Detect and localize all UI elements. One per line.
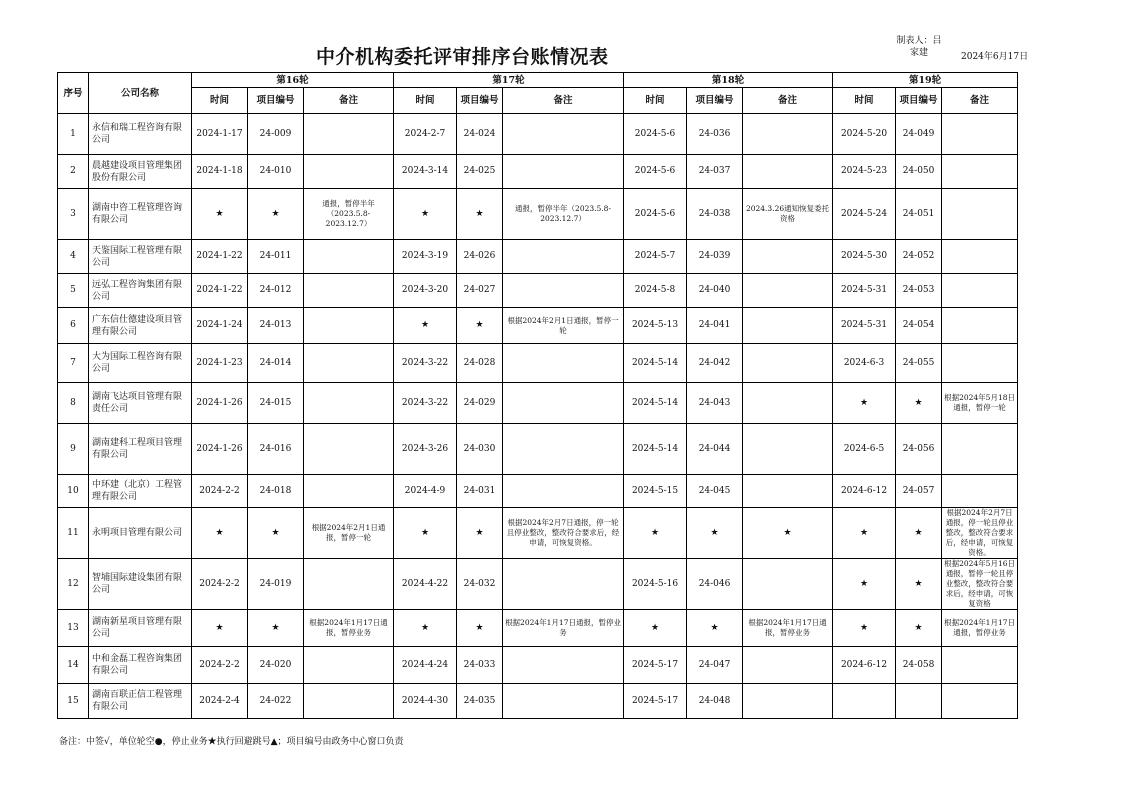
row-remark xyxy=(743,308,833,344)
row-remark: 2024.3.26通知恢复委托资格 xyxy=(743,189,833,240)
header-row-columns xyxy=(58,88,1018,114)
row-time: 2024-1-23 xyxy=(192,344,248,383)
row-remark xyxy=(743,424,833,475)
header-project-no: 项目编号 xyxy=(248,88,304,114)
row-project-no: ★ xyxy=(457,610,503,647)
row-remark xyxy=(942,308,1018,344)
header-project-no: 项目编号 xyxy=(687,88,743,114)
row-remark xyxy=(942,155,1018,189)
row-remark xyxy=(743,240,833,274)
table-row xyxy=(58,508,1018,559)
row-remark xyxy=(503,647,624,684)
row-seq: 2 xyxy=(58,155,89,189)
row-remark xyxy=(304,383,394,424)
row-company: 晨越建设项目管理集团股份有限公司 xyxy=(89,155,192,189)
table-row xyxy=(58,274,1018,308)
row-company: 广东信仕德建设项目管理有限公司 xyxy=(89,308,192,344)
row-project-no: 24-056 xyxy=(896,424,942,475)
row-company: 湖南新星项目管理有限公司 xyxy=(89,610,192,647)
row-remark xyxy=(942,240,1018,274)
row-seq: 5 xyxy=(58,274,89,308)
row-time: ★ xyxy=(192,189,248,240)
row-project-no: 24-046 xyxy=(687,559,743,610)
row-time: 2024-5-13 xyxy=(624,308,687,344)
row-remark xyxy=(304,559,394,610)
header-project-no: 项目编号 xyxy=(896,88,942,114)
row-time: 2024-5-14 xyxy=(624,344,687,383)
row-project-no: 24-044 xyxy=(687,424,743,475)
header-round: 第18轮 xyxy=(624,73,833,88)
row-seq: 13 xyxy=(58,610,89,647)
row-time: 2024-1-22 xyxy=(192,240,248,274)
row-project-no: 24-040 xyxy=(687,274,743,308)
header-row-rounds xyxy=(58,73,1018,88)
row-time: ★ xyxy=(833,559,896,610)
row-seq: 9 xyxy=(58,424,89,475)
footnote: 备注：中签√，单位轮空●，停止业务★执行回避跳号▲；项目编号由政务中心窗口负责 xyxy=(59,737,404,747)
row-remark xyxy=(304,308,394,344)
row-company: 中和金磊工程咨询集团有限公司 xyxy=(89,647,192,684)
row-project-no: ★ xyxy=(457,189,503,240)
row-time: 2024-5-17 xyxy=(624,684,687,719)
row-project-no: 24-041 xyxy=(687,308,743,344)
row-remark: 根据2024年1月17日通报，暂停业务 xyxy=(304,610,394,647)
row-remark: 根据2024年2月7日通报，停一轮且停业整改，整改符合要求后，经申请，可恢复资格。 xyxy=(942,508,1018,559)
row-company: 湖南百联正信工程管理有限公司 xyxy=(89,684,192,719)
row-time: 2024-5-6 xyxy=(624,189,687,240)
row-project-no: 24-024 xyxy=(457,114,503,155)
row-remark xyxy=(743,684,833,719)
row-time: 2024-2-2 xyxy=(192,475,248,508)
row-time: 2024-5-6 xyxy=(624,114,687,155)
row-project-no: 24-019 xyxy=(248,559,304,610)
row-remark xyxy=(503,114,624,155)
row-company: 大为国际工程咨询有限公司 xyxy=(89,344,192,383)
row-seq: 6 xyxy=(58,308,89,344)
row-remark: 根据2024年2月7日通报，停一轮且停业整改，整改符合要求后，经申请，可恢复资格。 xyxy=(503,508,624,559)
row-time: 2024-3-19 xyxy=(394,240,457,274)
row-time: ★ xyxy=(394,508,457,559)
row-remark xyxy=(304,240,394,274)
header-time: 时间 xyxy=(624,88,687,114)
row-remark xyxy=(743,155,833,189)
row-remark xyxy=(503,344,624,383)
row-remark xyxy=(304,344,394,383)
row-time: 2024-3-22 xyxy=(394,383,457,424)
row-project-no: 24-010 xyxy=(248,155,304,189)
row-time: 2024-4-24 xyxy=(394,647,457,684)
row-remark xyxy=(743,274,833,308)
row-time: 2024-5-7 xyxy=(624,240,687,274)
row-time: ★ xyxy=(192,508,248,559)
row-project-no: 24-029 xyxy=(457,383,503,424)
row-remark xyxy=(304,155,394,189)
header-remark: 备注 xyxy=(304,88,394,114)
row-time: 2024-1-24 xyxy=(192,308,248,344)
row-remark xyxy=(942,424,1018,475)
row-company: 中环建（北京）工程管理有限公司 xyxy=(89,475,192,508)
row-project-no: ★ xyxy=(248,610,304,647)
table-row xyxy=(58,308,1018,344)
row-project-no: ★ xyxy=(896,610,942,647)
table-row xyxy=(58,647,1018,684)
row-time: 2024-3-20 xyxy=(394,274,457,308)
header-round: 第16轮 xyxy=(192,73,394,88)
header-project-no: 项目编号 xyxy=(457,88,503,114)
row-remark xyxy=(942,344,1018,383)
row-project-no: 24-045 xyxy=(687,475,743,508)
table-row xyxy=(58,155,1018,189)
row-company: 湖南建科工程项目管理有限公司 xyxy=(89,424,192,475)
row-time: 2024-5-16 xyxy=(624,559,687,610)
row-project-no: 24-009 xyxy=(248,114,304,155)
row-project-no: 24-039 xyxy=(687,240,743,274)
row-time: 2024-5-17 xyxy=(624,647,687,684)
row-project-no: 24-043 xyxy=(687,383,743,424)
row-project-no: 24-042 xyxy=(687,344,743,383)
row-seq: 3 xyxy=(58,189,89,240)
row-remark: 根据2024年5月16日通报，暂停一轮且停业整改，整改符合要求后，经申请，可恢复资格 xyxy=(942,559,1018,610)
header-remark: 备注 xyxy=(743,88,833,114)
table-row xyxy=(58,559,1018,610)
row-company: 永明项目管理有限公司 xyxy=(89,508,192,559)
row-time: 2024-1-26 xyxy=(192,424,248,475)
row-time: 2024-4-22 xyxy=(394,559,457,610)
row-time: ★ xyxy=(624,508,687,559)
table-date: 2024年6月17日 xyxy=(961,52,1029,62)
row-time: 2024-6-5 xyxy=(833,424,896,475)
row-time: 2024-3-22 xyxy=(394,344,457,383)
row-remark xyxy=(304,424,394,475)
row-project-no: 24-038 xyxy=(687,189,743,240)
row-project-no: ★ xyxy=(687,508,743,559)
row-seq: 11 xyxy=(58,508,89,559)
header-company: 公司名称 xyxy=(89,73,192,114)
row-remark: 根据2024年2月1日通报，暂停一轮 xyxy=(304,508,394,559)
row-time: 2024-1-26 xyxy=(192,383,248,424)
row-remark xyxy=(942,274,1018,308)
header-remark: 备注 xyxy=(503,88,624,114)
row-remark xyxy=(942,114,1018,155)
row-remark xyxy=(743,114,833,155)
row-company: 湖南飞达项目管理有限责任公司 xyxy=(89,383,192,424)
row-project-no: ★ xyxy=(248,189,304,240)
row-time: 2024-4-30 xyxy=(394,684,457,719)
table-row xyxy=(58,189,1018,240)
row-seq: 15 xyxy=(58,684,89,719)
row-remark: 通报，暂停半年（2023.5.8-2023.12.7） xyxy=(304,189,394,240)
row-project-no: ★ xyxy=(896,383,942,424)
table-row xyxy=(58,684,1018,719)
row-time: 2024-2-7 xyxy=(394,114,457,155)
header-seq: 序号 xyxy=(58,73,89,114)
row-time: 2024-6-12 xyxy=(833,475,896,508)
row-remark: 根据2024年1月17日通报，暂停业务 xyxy=(942,610,1018,647)
row-project-no: 24-014 xyxy=(248,344,304,383)
row-project-no: 24-026 xyxy=(457,240,503,274)
row-remark xyxy=(503,383,624,424)
row-seq: 7 xyxy=(58,344,89,383)
row-seq: 4 xyxy=(58,240,89,274)
row-company: 永信和瑞工程咨询有限公司 xyxy=(89,114,192,155)
row-project-no: 24-035 xyxy=(457,684,503,719)
row-project-no: 24-011 xyxy=(248,240,304,274)
row-project-no: 24-012 xyxy=(248,274,304,308)
row-time: 2024-5-31 xyxy=(833,308,896,344)
row-remark: 根据2024年5月18日通报，暂停一轮 xyxy=(942,383,1018,424)
row-remark xyxy=(743,559,833,610)
header-round: 第17轮 xyxy=(394,73,624,88)
row-remark xyxy=(304,274,394,308)
row-time: 2024-5-14 xyxy=(624,424,687,475)
row-company: 天鉴国际工程管理有限公司 xyxy=(89,240,192,274)
row-project-no: 24-027 xyxy=(457,274,503,308)
row-seq: 12 xyxy=(58,559,89,610)
row-project-no: 24-022 xyxy=(248,684,304,719)
row-remark xyxy=(503,559,624,610)
row-time: ★ xyxy=(394,189,457,240)
row-remark: 通报，暂停半年（2023.5.8-2023.12.7） xyxy=(503,189,624,240)
row-time: ★ xyxy=(624,610,687,647)
table-row xyxy=(58,424,1018,475)
row-time: ★ xyxy=(833,383,896,424)
row-remark xyxy=(503,155,624,189)
row-time: ★ xyxy=(394,308,457,344)
row-project-no: 24-052 xyxy=(896,240,942,274)
table-row xyxy=(58,114,1018,155)
row-remark xyxy=(942,475,1018,508)
row-project-no: 24-016 xyxy=(248,424,304,475)
row-time: ★ xyxy=(192,610,248,647)
row-time: 2024-5-15 xyxy=(624,475,687,508)
row-time: 2024-5-20 xyxy=(833,114,896,155)
ledger-table xyxy=(57,72,1018,719)
table-row xyxy=(58,610,1018,647)
header-time: 时间 xyxy=(394,88,457,114)
row-project-no: 24-047 xyxy=(687,647,743,684)
row-project-no: 24-057 xyxy=(896,475,942,508)
row-time: 2024-5-23 xyxy=(833,155,896,189)
row-time: 2024-1-18 xyxy=(192,155,248,189)
row-time: 2024-5-8 xyxy=(624,274,687,308)
row-project-no: 24-055 xyxy=(896,344,942,383)
row-remark xyxy=(304,114,394,155)
row-time: 2024-6-12 xyxy=(833,647,896,684)
row-seq: 14 xyxy=(58,647,89,684)
table-row xyxy=(58,240,1018,274)
header-round: 第19轮 xyxy=(833,73,1018,88)
row-time: 2024-1-22 xyxy=(192,274,248,308)
row-remark: 根据2024年1月17日通报，暂停业务 xyxy=(743,610,833,647)
table-row xyxy=(58,344,1018,383)
row-remark xyxy=(743,383,833,424)
row-company: 远弘工程咨询集团有限公司 xyxy=(89,274,192,308)
row-project-no: 24-020 xyxy=(248,647,304,684)
row-time: ★ xyxy=(833,508,896,559)
row-time: ★ xyxy=(833,610,896,647)
row-time: 2024-4-9 xyxy=(394,475,457,508)
row-project-no: 24-048 xyxy=(687,684,743,719)
row-remark xyxy=(942,189,1018,240)
row-project-no: 24-030 xyxy=(457,424,503,475)
row-remark: ★ xyxy=(743,508,833,559)
header-time: 时间 xyxy=(192,88,248,114)
row-remark xyxy=(503,684,624,719)
row-time: 2024-3-26 xyxy=(394,424,457,475)
row-time: 2024-5-24 xyxy=(833,189,896,240)
row-seq: 1 xyxy=(58,114,89,155)
row-time: ★ xyxy=(394,610,457,647)
row-remark: 根据2024年2月1日通报，暂停一轮 xyxy=(503,308,624,344)
row-project-no: 24-028 xyxy=(457,344,503,383)
row-project-no: 24-050 xyxy=(896,155,942,189)
row-time: 2024-5-31 xyxy=(833,274,896,308)
row-project-no: 24-032 xyxy=(457,559,503,610)
row-time: 2024-2-2 xyxy=(192,647,248,684)
row-time xyxy=(833,684,896,719)
row-remark xyxy=(304,475,394,508)
row-project-no: 24-054 xyxy=(896,308,942,344)
row-remark xyxy=(942,684,1018,719)
table-row xyxy=(58,475,1018,508)
row-remark: 根据2024年1月17日通报，暂停业务 xyxy=(503,610,624,647)
row-remark xyxy=(743,344,833,383)
row-remark xyxy=(503,475,624,508)
row-time: 2024-3-14 xyxy=(394,155,457,189)
row-project-no: ★ xyxy=(687,610,743,647)
row-remark xyxy=(503,274,624,308)
row-remark xyxy=(503,240,624,274)
header-remark: 备注 xyxy=(942,88,1018,114)
row-company: 智埔国际建设集团有限公司 xyxy=(89,559,192,610)
row-remark xyxy=(942,647,1018,684)
page-title: 中介机构委托评审排序台账情况表 xyxy=(316,46,609,68)
row-time: 2024-2-4 xyxy=(192,684,248,719)
row-project-no: 24-018 xyxy=(248,475,304,508)
row-remark xyxy=(743,475,833,508)
row-project-no: 24-025 xyxy=(457,155,503,189)
table-row xyxy=(58,383,1018,424)
row-company: 湖南中咨工程管理咨询有限公司 xyxy=(89,189,192,240)
row-seq: 10 xyxy=(58,475,89,508)
header-time: 时间 xyxy=(833,88,896,114)
row-project-no: 24-033 xyxy=(457,647,503,684)
row-time: 2024-5-30 xyxy=(833,240,896,274)
row-remark xyxy=(304,647,394,684)
row-project-no: 24-037 xyxy=(687,155,743,189)
row-project-no: 24-053 xyxy=(896,274,942,308)
row-project-no: 24-036 xyxy=(687,114,743,155)
row-seq: 8 xyxy=(58,383,89,424)
table-maker: 制表人：吕家建 xyxy=(896,36,942,58)
row-project-no: ★ xyxy=(457,508,503,559)
row-project-no: 24-051 xyxy=(896,189,942,240)
row-time: 2024-5-14 xyxy=(624,383,687,424)
row-project-no xyxy=(896,684,942,719)
row-remark xyxy=(503,424,624,475)
row-time: 2024-6-3 xyxy=(833,344,896,383)
row-time: 2024-5-6 xyxy=(624,155,687,189)
row-project-no: ★ xyxy=(896,508,942,559)
row-time: 2024-1-17 xyxy=(192,114,248,155)
row-project-no: ★ xyxy=(457,308,503,344)
row-project-no: ★ xyxy=(248,508,304,559)
row-project-no: 24-013 xyxy=(248,308,304,344)
row-project-no: 24-058 xyxy=(896,647,942,684)
row-project-no: 24-049 xyxy=(896,114,942,155)
row-project-no: 24-015 xyxy=(248,383,304,424)
row-project-no: ★ xyxy=(896,559,942,610)
row-remark xyxy=(304,684,394,719)
row-remark xyxy=(743,647,833,684)
row-time: 2024-2-2 xyxy=(192,559,248,610)
row-project-no: 24-031 xyxy=(457,475,503,508)
